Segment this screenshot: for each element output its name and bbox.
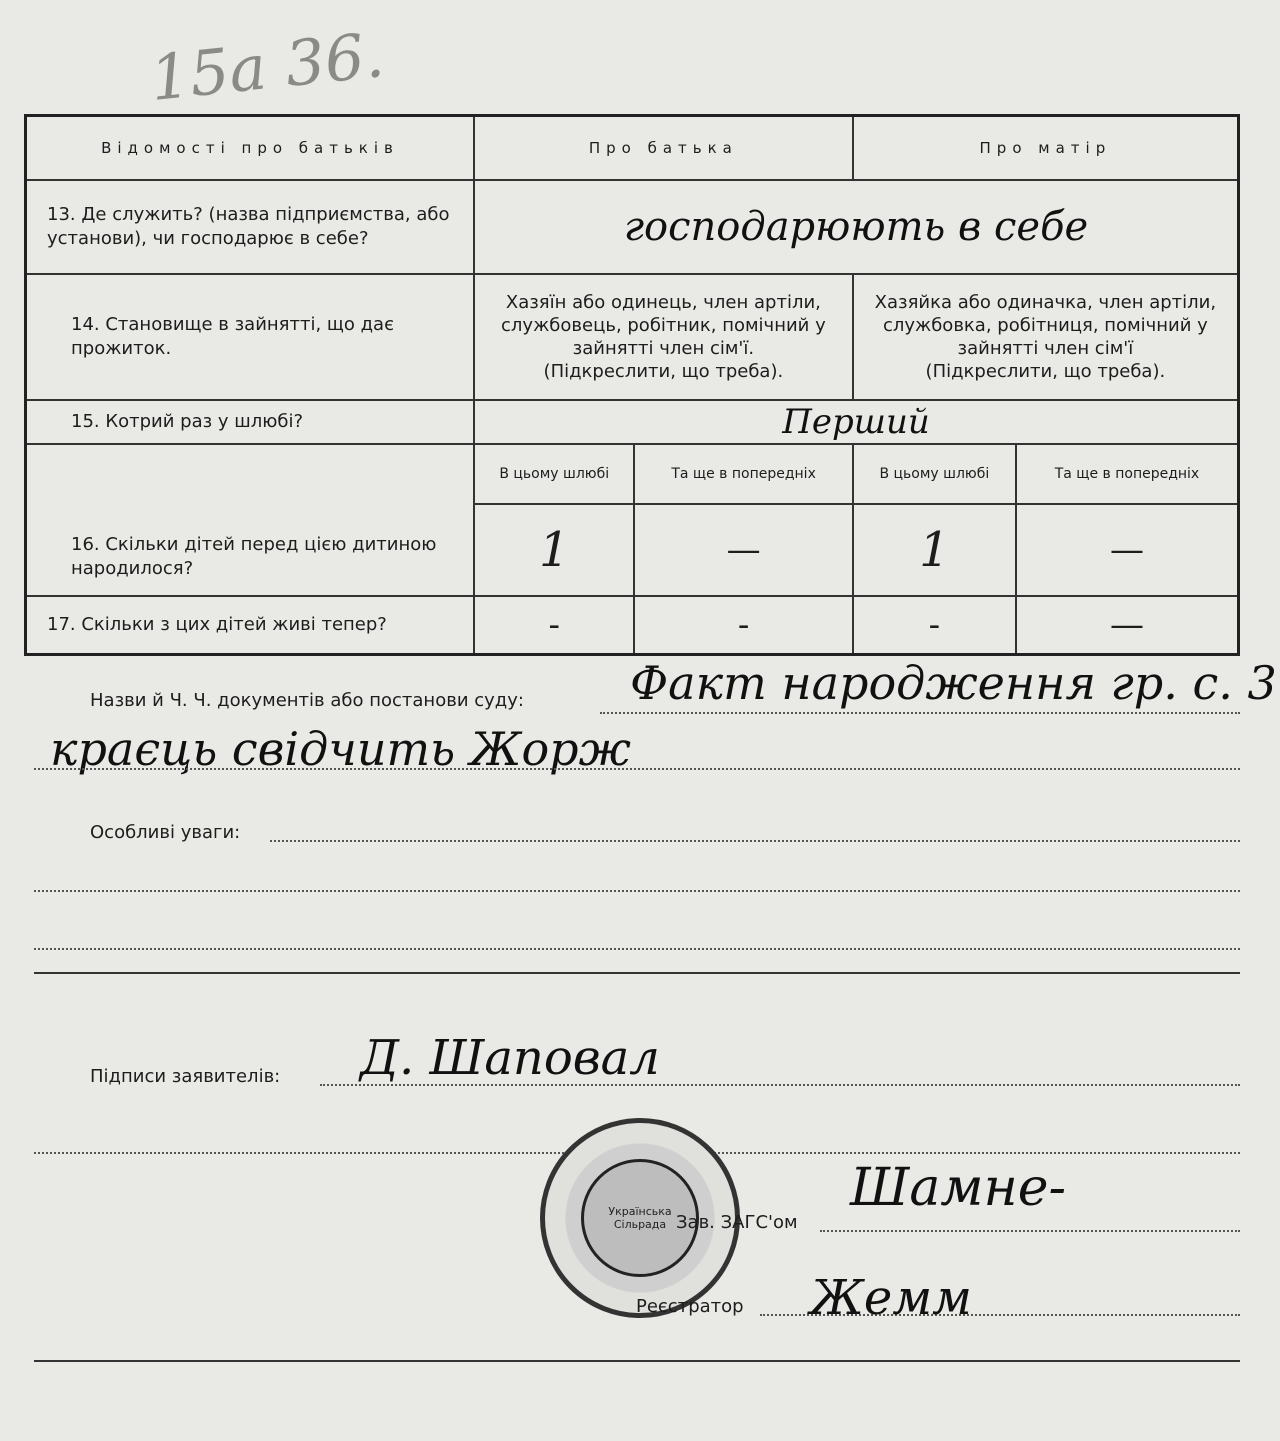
applicant-signature: Д. Шаповал (360, 1030, 660, 1086)
head-label: Зав. ЗАГС'ом (676, 1212, 798, 1233)
q17-mother-current: - (853, 596, 1016, 654)
subheader-father-previous: Та ще в попередніх (634, 444, 852, 504)
signatures-label: Підписи заявителів: (90, 1066, 281, 1087)
remarks-dotted-line-2 (34, 890, 1240, 892)
subheader-mother-previous: Та ще в попередніх (1016, 444, 1239, 504)
mother-options-text: Хазяйка або одиначка, член артіли, службовка, робітниця, помічний у зайнятті член сім'ї (874, 292, 1217, 359)
father-options-text: Хазяїн або одинець, член артіли, службовець, робітник, помічний у зайнятті член сім'ї. (501, 292, 826, 359)
q16-mother-current: 1 (853, 504, 1016, 596)
remarks-dotted-line-1 (270, 840, 1240, 842)
father-occupation-options (474, 274, 853, 400)
question-14: 14. Становище в зайнятті, що дає прожиток. (26, 274, 475, 400)
question-16: 16. Скільки дітей перед цією дитиною народилося? (26, 444, 475, 596)
answer-13: господарюють в себе (474, 180, 1239, 274)
subheader-father-current: В цьому шлюбі (474, 444, 634, 504)
stamp-emblem: Українська Сільрада (581, 1159, 699, 1277)
q17-father-previous: - (634, 596, 852, 654)
question-15: 15. Котрий раз у шлюбі? (26, 400, 475, 444)
q17-father-current: - (474, 596, 634, 654)
registrar-label: Реєстратор (636, 1296, 744, 1317)
question-17: 17. Скільки з цих дітей живі тепер? (26, 596, 475, 654)
remarks-label: Особливі уваги: (90, 822, 241, 843)
documents-line1: Факт народження гр. с. 3 (630, 656, 1277, 710)
head-signature: Шамне- (850, 1158, 1067, 1218)
head-dotted-line (820, 1230, 1240, 1232)
documents-dotted-line-1 (600, 712, 1240, 714)
mother-options-note: (Підкреслити, що треба). (925, 361, 1166, 382)
header-mother: Про матір (853, 116, 1239, 181)
mother-occupation-options (853, 274, 1239, 400)
documents-label: Назви й Ч. Ч. документів або постанови суду: (90, 690, 524, 711)
remarks-dotted-line-3 (34, 948, 1240, 950)
header-info: Відомості про батьків (26, 116, 475, 181)
father-options-note: (Підкреслити, що треба). (543, 361, 784, 382)
header-father: Про батька (474, 116, 853, 181)
subheader-mother-current: В цьому шлюбі (853, 444, 1016, 504)
documents-line2: краєць свідчить Жорж (50, 722, 631, 776)
section-divider (34, 972, 1240, 974)
documents-dotted-line-2 (34, 768, 1240, 770)
q16-father-previous: — (634, 504, 852, 596)
q17-mother-previous: — (1016, 596, 1239, 654)
registrar-signature: Жемм (810, 1270, 972, 1326)
archive-mark: 15а 36. (146, 17, 388, 116)
parents-info-table (24, 114, 1240, 656)
question-13: 13. Де служить? (назва підприємства, або установи), чи господарює в себе? (26, 180, 475, 274)
answer-15: Перший (474, 400, 1239, 444)
q16-father-current: 1 (474, 504, 634, 596)
bottom-rule (34, 1360, 1240, 1362)
q16-mother-previous: — (1016, 504, 1239, 596)
